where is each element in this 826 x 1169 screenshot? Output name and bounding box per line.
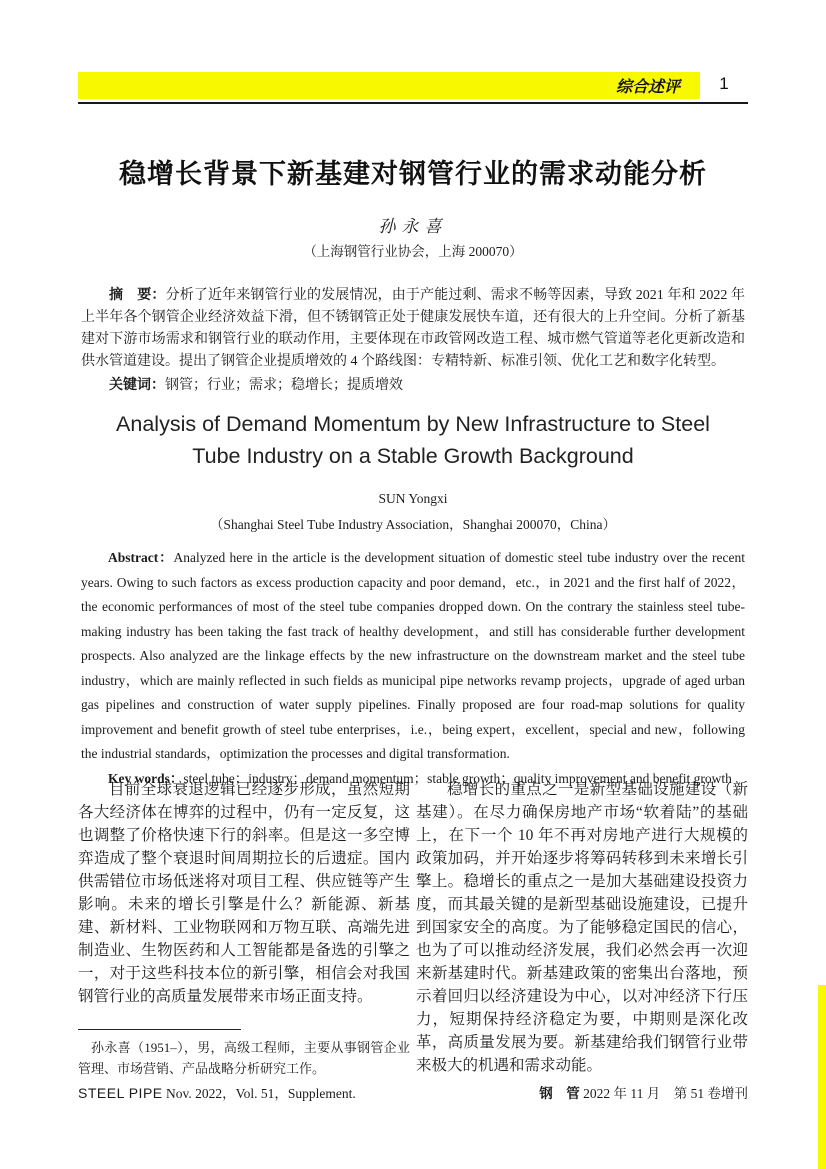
author-name-zh: 孙永喜	[378, 217, 448, 236]
keywords-en-label: Key words：	[108, 770, 184, 786]
body-paragraph-right: 稳增长的重点之一是新型基础设施建设（新基建）。在尽力确保房地产市场“软着陆”的基础上，在下一个 10 年不再对房地产进行大规模的政策加码，并开始逐步将筹码转移到未来增长引擎上。稳增长的重点之一是加大基础建设投资力度，而其最关键的是新型基础设施建设，已提升到国家安全的高度。为了能够稳定国民的信心，也为了可以推动经济发展，我们必然会再一次迎来新基建时代。新基建政策的密集出台落地，预示着回归以经济建设为中心，以对冲经济下行压力，短期保持经济稳定为要，中期则是深化改革，高质量发展为要。新基建给我们钢管行业带来极大的机遇和需求动能。	[416, 781, 748, 1074]
article-title-en: Analysis of Demand Momentum by New Infrastructure to Steel Tube Industry on a Stable Growth Background	[116, 412, 710, 468]
affiliation-zh: （上海钢管行业协会，上海 200070）	[303, 244, 523, 259]
journal-name-zh: 钢 管	[539, 1086, 580, 1101]
page-footer	[78, 1082, 748, 1102]
header-rule	[78, 102, 748, 104]
author-footnote: 孙永喜（1951–），男，高级工程师，主要从事钢管企业管理、市场营销、产品战略分析研究工作。	[78, 1040, 410, 1076]
article-title-zh: 稳增长背景下新基建对钢管行业的需求动能分析	[119, 159, 707, 189]
abstract-en-text: Analyzed here in the article is the development situation of domestic steel tube industry over the recent years. Owing to such factors as excess production capacity and poor demand，etc.，in 2021 and the first half of 2022，the economic performances of most of the steel tube companies dropped down. On the contrary the stainless steel tube-making industry has been taking the fast track of healthy development，and still has considerable further development prospects. Also analyzed are the linkage effects by the new infrastructure on the downstream market and the steel tube industry，which are mainly reflected in such fields as municipal pipe networks revamp projects，upgrade of aged urban gas pipelines and construction of water supply pipelines. Finally proposed are four road-map solutions for quality improvement and benefit growth of steel tube enterprises，i.e.，being expert，excellent，special and new，following the industrial standards，optimization the processes and digital transformation.	[81, 550, 745, 761]
body-column-right	[416, 778, 748, 1079]
abstract-zh-block	[81, 283, 745, 397]
page-number: 1	[719, 74, 729, 93]
column-section-label: 综合述评	[615, 79, 680, 96]
abstract-en-paragraph	[81, 546, 745, 767]
body-paragraph-left: 目前全球衰退逻辑已经逐步形成，虽然短期各大经济体在博弈的过程中，仍有一定反复，这也调整了价格快速下行的斜率。但是这一多空博弈造成了整个衰退时间周期拉长的后遗症。国内供需错位市场低迷将对项目工程、供应链等产生影响。未来的增长引擎是什么？新能源、新基建、新材料、工业物联网和万物互联、高端先进制造业、生物医药和人工智能都是备选的引擎之一，对于这些科技本位的新引擎，相信会对我国钢管行业的高质量发展带来市场正面支持。	[78, 781, 410, 1005]
footer-left	[78, 1082, 356, 1102]
abstract-zh-text: 分析了近年来钢管行业的发展情况，由于产能过剩、需求不畅等因素，导致 2021 年和 2022 年上半年各个钢管企业经济效益下滑，但不锈钢管正处于健康发展快车道，还有很大的上升空间。分析了新基建对下游市场需求和钢管行业的联动作用，主要体现在市政管网改造工程、城市燃气管道等老化更新改造和供水管道建设。提出了钢管企业提质增效的 4 个路线图：专精特新、标准引领、优化工艺和数字化转型。	[81, 288, 746, 369]
footer-issue-en: Nov. 2022，Vol. 51，Supplement.	[166, 1086, 356, 1101]
abstract-en-label: Abstract：	[108, 550, 174, 565]
journal-name-en: STEEL PIPE	[78, 1085, 163, 1101]
keywords-en-text: steel tube；industry；demand momentum；stable growth；quality improvement and benefit growth	[183, 770, 732, 786]
author-name-en: SUN Yongxi	[378, 491, 448, 506]
abstract-zh-paragraph	[81, 283, 745, 373]
footer-issue-zh: 2022 年 11 月 第 51 卷增刊	[583, 1086, 748, 1101]
footnote-separator	[78, 1029, 241, 1030]
header-yellow-bar	[78, 72, 700, 99]
edge-index-tab	[818, 985, 826, 1169]
body-column-left	[78, 778, 410, 1079]
abstract-en-block	[81, 546, 745, 791]
keywords-zh-paragraph	[81, 373, 745, 397]
affiliation-en: （Shanghai Steel Tube Industry Association，Shanghai 200070，China）	[209, 517, 617, 532]
footer-right	[539, 1082, 748, 1102]
body-columns	[78, 778, 748, 1079]
keywords-zh-text: 钢管；行业；需求；稳增长；提质增效	[165, 378, 403, 393]
abstract-zh-label: 摘 要：	[109, 286, 166, 302]
keywords-zh-label: 关键词：	[109, 376, 165, 392]
